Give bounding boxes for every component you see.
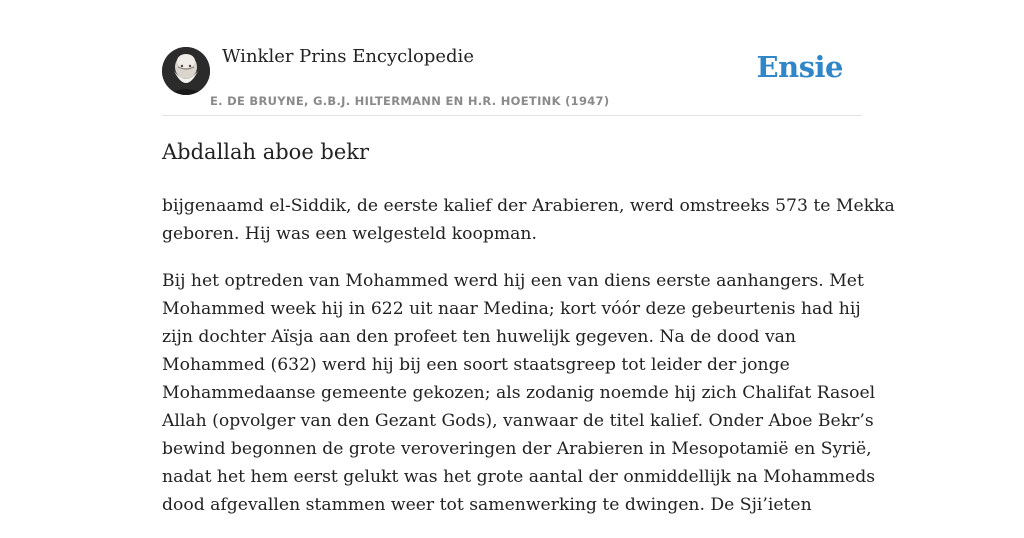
paragraph-2 (162, 267, 876, 519)
paragraph-1 (162, 192, 895, 248)
authors-credit: E. DE BRUYNE, G.B.J. HILTERMANN EN H.R. HOETINK (1947) (210, 94, 610, 108)
page (162, 0, 895, 515)
encyclopedia-title-link[interactable]: Winkler Prins Encyclopedie (222, 46, 474, 67)
text-line: bewind begonnen de grote veroveringen der Arabieren in Mesopotamië en Syrië, (162, 439, 872, 459)
text-line: Mohammedaanse gemeente gekozen; als zodanig noemde hij zich Chalifat Rasoel (162, 383, 876, 403)
text-line: Mohammed week hij in 622 uit naar Medina; kort vóór deze gebeurtenis had hij (162, 299, 861, 319)
text-line: nadat het hem eerst gelukt was het grote aantal der onmiddellijk na Mohammeds (162, 467, 876, 487)
text-line: dood afgevallen stammen weer tot samenwerking te dwingen. De Sji’ieten (162, 495, 812, 515)
text-line: geboren. Hij was een welgesteld koopman. (162, 224, 537, 244)
article-title: Abdallah aboe bekr (162, 140, 370, 164)
site-header (162, 0, 862, 116)
text-line: Bij het optreden van Mohammed werd hij een van diens eerste aanhangers. Met (162, 271, 864, 291)
text-line: Mohammed (632) werd hij bij een soort staatsgreep tot leider der jonge (162, 355, 790, 375)
text-line: Allah (opvolger van den Gezant Gods), vanwaar de titel kalief. Onder Aboe Bekr’s (162, 411, 874, 431)
text-line: zijn dochter Aïsja aan den profeet ten huwelijk gegeven. Na de dood van (162, 327, 796, 347)
text-line: bijgenaamd el-Siddik, de eerste kalief der Arabieren, werd omstreeks 573 te Mekka (162, 196, 895, 216)
author-avatar-icon[interactable] (162, 47, 210, 95)
article-body (162, 192, 895, 538)
ensie-logo-link[interactable]: Ensie (756, 50, 843, 84)
